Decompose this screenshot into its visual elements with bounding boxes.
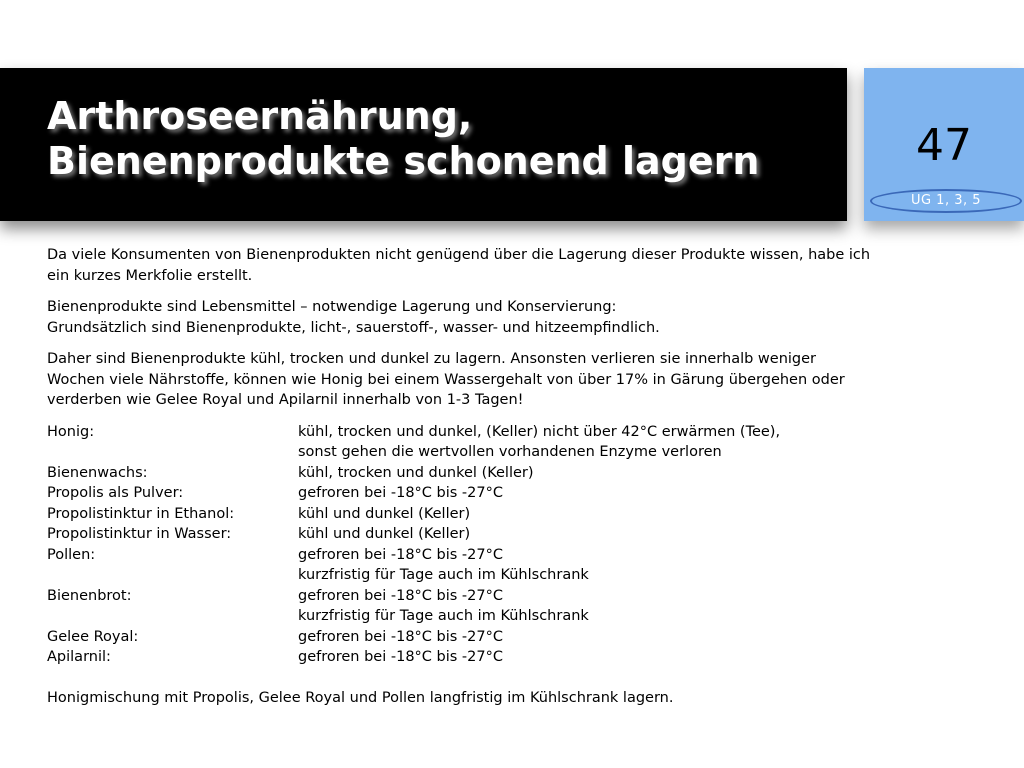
storage-line: gefroren bei -18°C bis -27°C — [298, 587, 503, 604]
storage-label: Pollen: — [47, 546, 96, 563]
storage-line: gefroren bei -18°C bis -27°C — [298, 485, 503, 501]
paragraph-line: ein kurzes Merkfolie erstellt. — [47, 267, 253, 284]
paragraph-food — [47, 297, 917, 338]
storage-row-propolistinktur-ethanol — [47, 504, 917, 525]
storage-label: Propolistinktur in Wasser: — [47, 526, 232, 542]
storage-instruction — [298, 504, 470, 525]
storage-instruction — [298, 586, 589, 627]
slide-body — [47, 245, 917, 708]
storage-line: gefroren bei -18°C bis -27°C — [298, 649, 503, 665]
storage-line: sonst gehen die wertvollen vorhandenen Enzyme verloren — [298, 444, 722, 460]
storage-label: Honig: — [47, 423, 95, 440]
storage-line: kühl und dunkel (Keller) — [298, 505, 471, 522]
slide-title-line-2: Bienenprodukte schonend lagern — [47, 139, 760, 183]
footer-note: Honigmischung mit Propolis, Gelee Royal und Pollen langfristig im Kühlschrank lagern. — [47, 689, 674, 706]
storage-row-gelee-royal — [47, 627, 917, 648]
storage-instruction — [298, 422, 780, 463]
slide-title — [47, 94, 759, 184]
storage-line: gefroren bei -18°C bis -27°C — [298, 628, 503, 645]
storage-table — [47, 422, 917, 668]
paragraph-line: Wochen viele Nährstoffe, können wie Honig bei einem Wassergehalt von über 17% in Gärung übergehen oder — [47, 371, 845, 388]
paragraph-intro — [47, 245, 917, 286]
storage-instruction — [298, 524, 470, 545]
storage-line: kühl, trocken und dunkel, (Keller) nicht über 42°C erwärmen (Tee), — [298, 423, 781, 440]
storage-line: kurzfristig für Tage auch im Kühlschrank — [298, 567, 589, 583]
storage-row-propolis-pulver — [47, 483, 917, 504]
storage-instruction — [298, 627, 503, 648]
storage-label: Propolistinktur in Ethanol: — [47, 505, 235, 522]
paragraph-line: Bienenprodukte sind Lebensmittel – notwendige Lagerung und Konservierung: — [47, 299, 617, 315]
storage-line: kurzfristig für Tage auch im Kühlschrank — [298, 608, 589, 624]
ug-badge: UG 1, 3, 5 — [870, 189, 1022, 213]
storage-row-propolistinktur-wasser — [47, 524, 917, 545]
storage-row-bienenbrot — [47, 586, 917, 627]
paragraph-line: verderben wie Gelee Royal und Apilarnil innerhalb von 1-3 Tagen! — [47, 392, 524, 408]
storage-label: Bienenbrot: — [47, 587, 132, 604]
paragraph-line: Da viele Konsumenten von Bienenprodukten nicht genügend über die Lagerung dieser Produkte wissen, habe ich — [47, 247, 871, 263]
paragraph-line: Grundsätzlich sind Bienenprodukte, licht-, sauerstoff-, wasser- und hitzeempfindlich. — [47, 319, 660, 336]
storage-row-honig — [47, 422, 917, 463]
storage-line: kühl und dunkel (Keller) — [298, 526, 471, 542]
storage-instruction — [298, 483, 503, 504]
storage-instruction — [298, 463, 534, 484]
paragraph-line: Daher sind Bienenprodukte kühl, trocken und dunkel zu lagern. Ansonsten verlieren sie innerhalb weniger — [47, 351, 817, 367]
slide-number: 47 — [916, 120, 972, 171]
storage-row-apilarnil — [47, 647, 917, 668]
storage-label: Bienenwachs: — [47, 464, 148, 481]
storage-label: Propolis als Pulver: — [47, 485, 184, 501]
storage-line: gefroren bei -18°C bis -27°C — [298, 546, 503, 563]
storage-row-bienenwachs — [47, 463, 917, 484]
storage-row-pollen — [47, 545, 917, 586]
paragraph-storage-reason — [47, 349, 917, 411]
storage-line: kühl, trocken und dunkel (Keller) — [298, 464, 534, 481]
storage-instruction — [298, 545, 589, 586]
storage-label: Gelee Royal: — [47, 628, 139, 645]
storage-label: Apilarnil: — [47, 649, 111, 665]
storage-instruction — [298, 647, 503, 668]
slide-title-line-1: Arthroseernährung, — [47, 94, 473, 138]
